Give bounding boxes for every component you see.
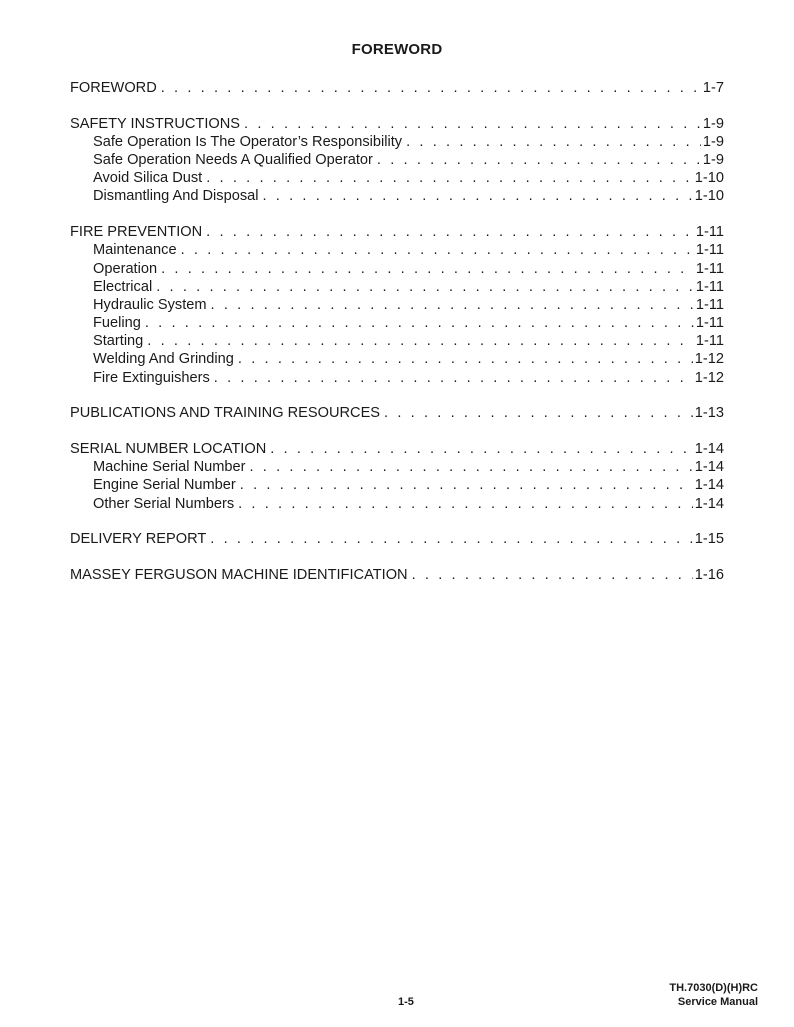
toc-section [70, 530, 724, 548]
dot-leader [147, 332, 694, 350]
footer-doc-type: Service Manual [677, 996, 758, 1008]
toc-section [70, 404, 724, 422]
toc-entry-page: 1-11 [695, 296, 724, 313]
toc-entry-label: Avoid Silica Dust [93, 170, 203, 187]
toc-entry[interactable] [70, 223, 724, 241]
dot-leader [250, 458, 693, 476]
toc-entry-page: 1-11 [695, 333, 724, 350]
toc-subentry[interactable] [70, 187, 724, 205]
dot-leader [211, 296, 694, 314]
footer-document-info [669, 981, 758, 1009]
toc-section [70, 440, 724, 513]
toc-entry-label: Safe Operation Needs A Qualified Operator [93, 152, 373, 169]
toc-entry-page: 1-14 [694, 495, 724, 512]
toc-entry-page: 1-15 [694, 531, 724, 548]
dot-leader [156, 278, 694, 296]
toc-entry-label: Engine Serial Number [93, 477, 236, 494]
toc-section [70, 223, 724, 387]
toc-entry[interactable] [70, 566, 724, 584]
toc-entry-page: 1-12 [694, 369, 724, 386]
toc-entry-label: Welding And Grinding [93, 351, 234, 368]
toc-entry-page: 1-14 [694, 477, 724, 494]
toc-entry-label: Machine Serial Number [93, 459, 246, 476]
toc-subentry[interactable] [70, 241, 724, 259]
toc-entry-label: Safe Operation Is The Operator’s Responsibility [93, 133, 403, 150]
footer-page-number: 1-5 [398, 996, 414, 1008]
dot-leader [238, 350, 693, 368]
toc-subentry[interactable] [70, 296, 724, 314]
toc-entry-page: 1-11 [695, 278, 724, 295]
dot-leader [161, 79, 701, 97]
toc-subentry[interactable] [70, 458, 724, 476]
dot-leader [206, 169, 693, 187]
dot-leader [214, 369, 693, 387]
page-title: FOREWORD [351, 41, 443, 58]
toc-entry-label: FOREWORD [70, 80, 157, 96]
dot-leader [145, 314, 694, 332]
toc-subentry[interactable] [70, 260, 724, 278]
toc-entry-page: 1-13 [694, 405, 724, 422]
dot-leader [377, 151, 701, 169]
toc-entry-page: 1-14 [694, 459, 724, 476]
dot-leader [244, 115, 701, 133]
toc-entry-page: 1-11 [695, 242, 724, 259]
toc-section [70, 566, 724, 584]
dot-leader [412, 566, 693, 584]
dot-leader [238, 495, 693, 513]
toc-entry-page: 1-12 [694, 351, 724, 368]
dot-leader [406, 133, 701, 151]
dot-leader [384, 404, 693, 422]
toc-entry-label: Other Serial Numbers [93, 495, 235, 512]
toc-entry[interactable] [70, 404, 724, 422]
toc-entry[interactable] [70, 79, 724, 97]
dot-leader [206, 223, 694, 241]
toc-entry-page: 1-16 [694, 566, 724, 583]
dot-leader [262, 187, 692, 205]
footer-model: TH.7030(D)(H)RC [669, 982, 758, 994]
toc-entry-label: PUBLICATIONS AND TRAINING RESOURCES [70, 405, 381, 422]
toc-entry-page: 1-10 [694, 170, 724, 187]
toc-entry-label: Operation [93, 260, 158, 277]
toc-entry-label: Maintenance [93, 242, 177, 259]
toc-entry-label: Hydraulic System [93, 296, 207, 313]
dot-leader [240, 476, 693, 494]
toc-entry-page: 1-11 [695, 315, 724, 332]
toc-section [70, 115, 724, 206]
toc-subentry[interactable] [70, 151, 724, 169]
toc-entry-label: Fire Extinguishers [93, 369, 210, 386]
dot-leader [270, 440, 693, 458]
toc-entry-label: Starting [93, 333, 144, 350]
toc-entry-page: 1-9 [702, 152, 724, 169]
toc-entry-label: SAFETY INSTRUCTIONS [70, 115, 241, 132]
toc-entry[interactable] [70, 115, 724, 133]
dot-leader [181, 241, 694, 259]
toc-subentry[interactable] [70, 369, 724, 387]
toc-entry[interactable] [70, 440, 724, 458]
toc-entry-label: Electrical [93, 278, 153, 295]
toc-entry-page: 1-11 [695, 260, 724, 277]
toc-subentry[interactable] [70, 476, 724, 494]
toc-subentry[interactable] [70, 133, 724, 151]
toc-entry-page: 1-7 [702, 80, 724, 96]
toc-subentry[interactable] [70, 169, 724, 187]
toc-entry-page: 1-14 [694, 441, 724, 457]
toc-subentry[interactable] [70, 332, 724, 350]
toc-entry-label: Dismantling And Disposal [93, 188, 259, 205]
toc-entry-page: 1-11 [695, 224, 724, 241]
toc-subentry[interactable] [70, 350, 724, 368]
dot-leader [161, 260, 694, 278]
toc-entry[interactable] [70, 530, 724, 548]
toc-entry-label: DELIVERY REPORT [70, 531, 207, 548]
toc-subentry[interactable] [70, 278, 724, 296]
toc-section [70, 79, 724, 97]
table-of-contents [70, 79, 724, 602]
dot-leader [210, 530, 693, 548]
toc-entry-label: FIRE PREVENTION [70, 224, 203, 241]
toc-entry-page: 1-9 [702, 115, 724, 132]
toc-entry-label: Fueling [93, 315, 141, 332]
toc-entry-page: 1-9 [702, 133, 724, 150]
toc-subentry[interactable] [70, 495, 724, 513]
toc-entry-label: MASSEY FERGUSON MACHINE IDENTIFICATION [70, 566, 408, 583]
toc-subentry[interactable] [70, 314, 724, 332]
toc-entry-label: SERIAL NUMBER LOCATION [70, 441, 267, 457]
toc-entry-page: 1-10 [694, 188, 724, 205]
